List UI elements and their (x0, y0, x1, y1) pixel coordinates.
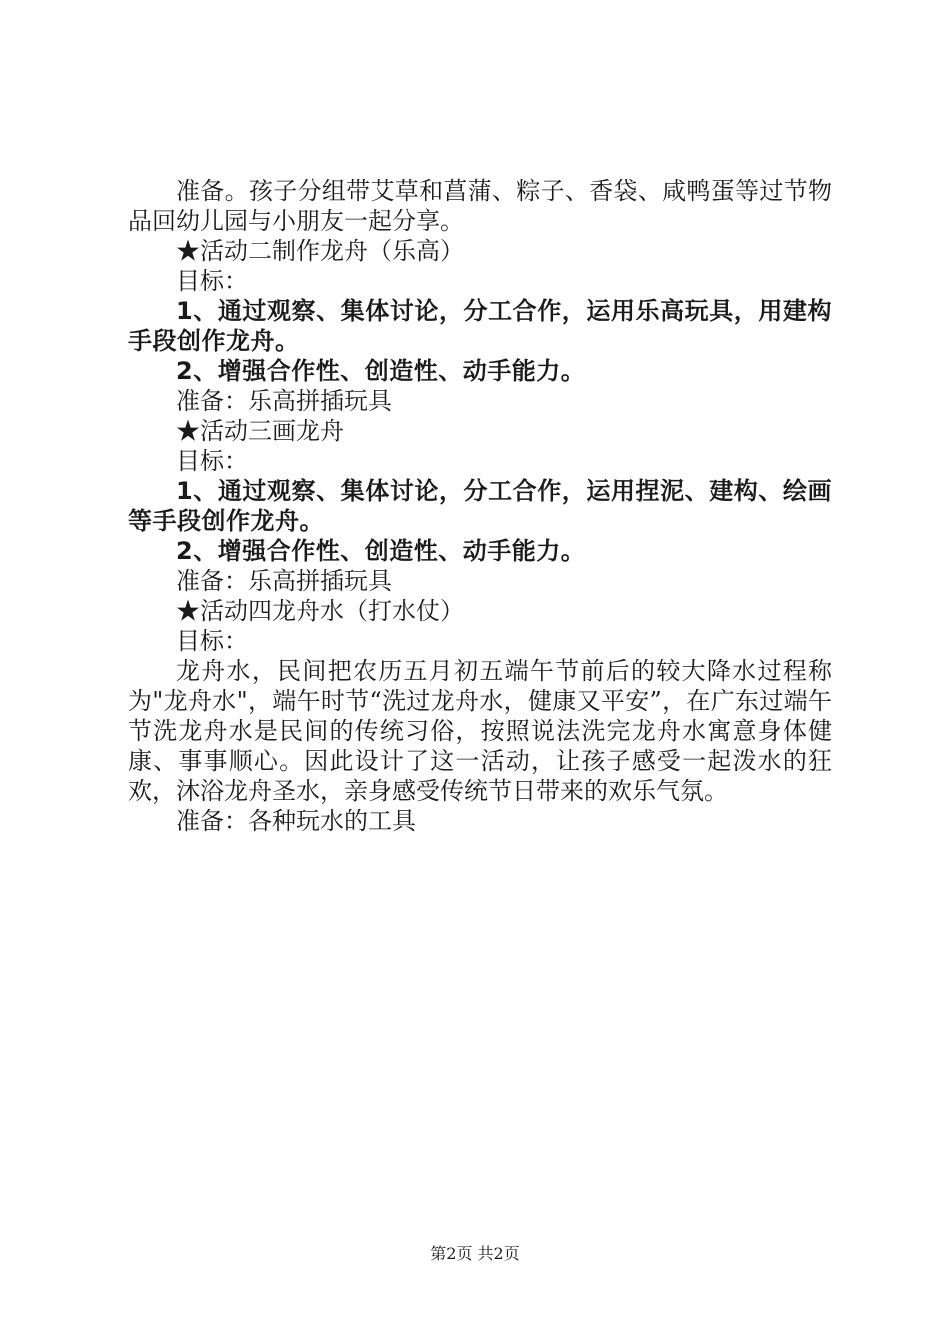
label-goal: 目标： (176, 267, 248, 295)
heading-activity-three: ★活动三画龙舟 (176, 417, 344, 445)
goal-item-1: 1、通过观察、集体讨论，分工合作，运用捏泥、建构、绘画等手段创作龙舟。 (128, 477, 832, 535)
goal-item-1: 1、通过观察、集体讨论，分工合作，运用乐高玩具，用建构手段创作龙舟。 (128, 297, 832, 355)
paragraph-prep-items: 准备。孩子分组带艾草和菖蒲、粽子、香袋、咸鸭蛋等过节物品回幼儿园与小朋友一起分享。 (128, 177, 832, 235)
paragraph-prep-lego: 准备：乐高拼插玩具 (176, 567, 392, 595)
goal-item-2: 2、增强合作性、创造性、动手能力。 (176, 537, 586, 565)
label-goal: 目标： (176, 447, 248, 475)
document-body (128, 176, 832, 836)
page-footer: 第2页 共2页 (430, 1244, 520, 1263)
paragraph-prep-lego: 准备：乐高拼插玩具 (176, 387, 392, 415)
heading-activity-two: ★活动二制作龙舟（乐高） (176, 237, 464, 265)
heading-activity-four: ★活动四龙舟水（打水仗） (176, 597, 464, 625)
paragraph-dragon-boat-water: 龙舟水，民间把农历五月初五端午节前后的较大降水过程称为"龙舟水"，端午时节“洗过龙舟水，健康又平安”，在广东过端午节洗龙舟水是民间的传统习俗，按照说法洗完龙舟水寓意身体健康、事事顺心。因此设计了这一活动，让孩子感受一起泼水的狂欢，沐浴龙舟圣水，亲身感受传统节日带来的欢乐气氛。 (128, 657, 832, 805)
label-goal: 目标： (176, 627, 248, 655)
paragraph-prep-water-tools: 准备：各种玩水的工具 (176, 807, 416, 835)
goal-item-2: 2、增强合作性、创造性、动手能力。 (176, 357, 586, 385)
